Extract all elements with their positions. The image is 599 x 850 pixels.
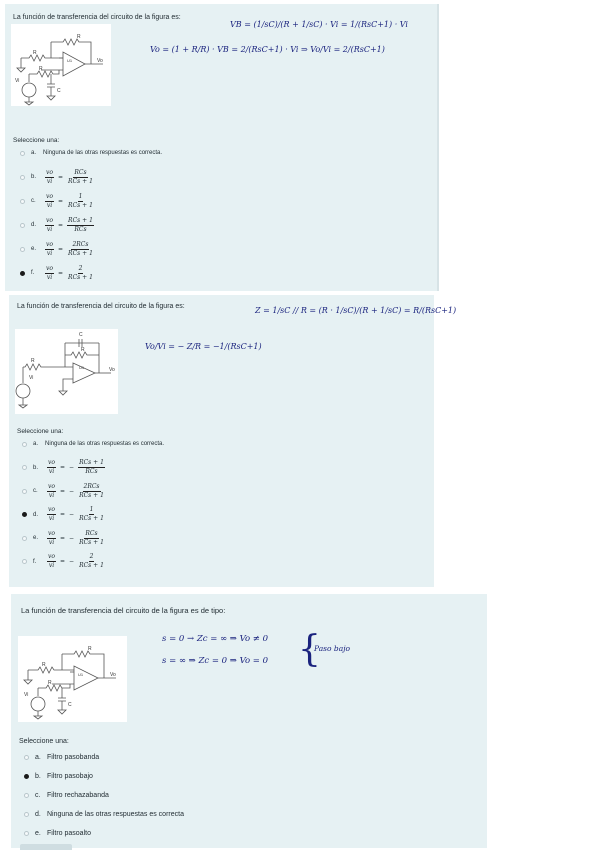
answer-option[interactable] bbox=[22, 482, 107, 500]
option-formula bbox=[45, 530, 107, 547]
handwritten-note-q3-line1: s = 0 → Zc = ∞ ⇒ Vo ≠ 0 bbox=[162, 634, 269, 644]
label-r-feedback-2: R bbox=[81, 347, 85, 353]
handwritten-note-q2-line2: Vo/Vi = − Z/R = −1/(RsC+1) bbox=[145, 342, 262, 351]
option-text: Ninguna de las otras respuestas es correcta. bbox=[43, 150, 163, 156]
card-1-scrollbar[interactable] bbox=[437, 4, 439, 291]
rhs-fraction-num: 1 bbox=[78, 192, 83, 200]
rhs-fraction bbox=[78, 483, 105, 500]
option-letter: a. bbox=[31, 150, 37, 156]
lhs-fraction-den: vi bbox=[46, 177, 53, 185]
radio-button[interactable] bbox=[22, 512, 27, 517]
label-c: C bbox=[57, 88, 61, 94]
option-text: Ninguna de las otras respuestas es correcta. bbox=[45, 441, 165, 447]
equals-sign: = bbox=[58, 269, 64, 277]
handwritten-brace: { bbox=[298, 629, 321, 670]
radio-button[interactable] bbox=[20, 175, 25, 180]
answer-option[interactable] bbox=[20, 264, 96, 282]
question-2-circuit bbox=[15, 329, 118, 414]
lhs-fraction bbox=[47, 483, 56, 500]
question-1-circuit bbox=[11, 24, 111, 106]
label-r-series-3: R bbox=[48, 680, 52, 686]
check-button-stub[interactable] bbox=[20, 844, 72, 850]
answer-option[interactable] bbox=[24, 769, 93, 783]
option-letter: c. bbox=[31, 198, 36, 204]
rhs-fraction-num: RCs + 1 bbox=[68, 216, 93, 224]
handwritten-note-q1-line2: Vo = (1 + R/R) · VB = 2/(RsC+1) · Vi ⇒ Vo/Vi = 2/(RsC+1) bbox=[150, 45, 385, 54]
option-letter: b. bbox=[31, 174, 37, 180]
radio-button[interactable] bbox=[20, 151, 25, 156]
label-vo-3: Vo bbox=[110, 672, 116, 678]
lhs-fraction bbox=[45, 193, 54, 210]
answer-option[interactable] bbox=[24, 826, 91, 840]
rhs-fraction-num: 2RCs bbox=[83, 482, 100, 490]
lhs-fraction-den: vi bbox=[48, 538, 55, 546]
label-vi-2: Vi bbox=[29, 375, 34, 381]
label-r-feedback: R bbox=[77, 34, 81, 40]
radio-button[interactable] bbox=[22, 559, 27, 564]
rhs-fraction bbox=[67, 169, 94, 186]
rhs-fraction-num: 2 bbox=[89, 553, 94, 560]
option-formula bbox=[43, 169, 96, 186]
minus-sign: − bbox=[69, 534, 75, 542]
option-text: Filtro pasoalto bbox=[47, 829, 91, 837]
option-formula bbox=[43, 193, 96, 210]
option-letter: b. bbox=[33, 464, 39, 471]
lhs-fraction-den: vi bbox=[46, 201, 53, 209]
label-vi: Vi bbox=[15, 78, 20, 84]
option-letter: d. bbox=[33, 511, 39, 518]
answer-option[interactable] bbox=[22, 506, 107, 524]
rhs-fraction-den: RCs + 1 bbox=[68, 177, 93, 185]
lhs-fraction-num: vo bbox=[48, 506, 56, 513]
label-c-2: C bbox=[79, 332, 83, 338]
option-letter: d. bbox=[35, 810, 41, 818]
lhs-fraction-num: vo bbox=[48, 553, 56, 560]
radio-button[interactable] bbox=[20, 271, 25, 276]
answer-option[interactable] bbox=[22, 553, 107, 571]
rhs-fraction-num: RCs bbox=[74, 168, 87, 176]
rhs-fraction bbox=[78, 459, 105, 476]
label-u1: U1 bbox=[67, 58, 73, 63]
equals-sign: = bbox=[60, 534, 66, 542]
label-r-series: R bbox=[39, 66, 43, 72]
rhs-fraction-den: RCs + 1 bbox=[79, 538, 104, 546]
lhs-fraction-num: vo bbox=[46, 192, 54, 200]
minus-sign: − bbox=[69, 511, 75, 518]
circuit-diagram-1 bbox=[11, 24, 111, 106]
label-vi-3: Vi bbox=[24, 692, 29, 698]
option-text: Filtro pasobanda bbox=[47, 753, 100, 761]
rhs-fraction-den: RCs + 1 bbox=[68, 273, 93, 281]
label-vo-2: Vo bbox=[109, 367, 115, 373]
rhs-fraction-den: RCs + 1 bbox=[68, 249, 93, 257]
option-letter: c. bbox=[35, 791, 41, 799]
rhs-fraction-den: RCs + 1 bbox=[68, 201, 93, 209]
lhs-fraction-den: vi bbox=[48, 491, 55, 499]
option-formula bbox=[43, 217, 96, 234]
rhs-fraction-den: RCs bbox=[74, 225, 87, 233]
option-text: Ninguna de las otras respuestas es correcta bbox=[47, 810, 184, 818]
option-letter: c. bbox=[33, 488, 38, 494]
radio-button[interactable] bbox=[20, 199, 25, 204]
equals-sign: = bbox=[60, 464, 66, 471]
option-text: Filtro pasobajo bbox=[47, 772, 93, 780]
lhs-fraction-num: vo bbox=[46, 216, 54, 224]
rhs-fraction bbox=[67, 265, 94, 282]
lhs-fraction-num: vo bbox=[48, 459, 56, 466]
radio-button[interactable] bbox=[22, 489, 27, 494]
option-formula bbox=[45, 553, 107, 570]
question-3-select-label: Seleccione una: bbox=[19, 738, 69, 745]
lhs-fraction-num: vo bbox=[48, 529, 56, 537]
handwritten-note-q3-brace: Paso bajo bbox=[314, 644, 351, 653]
option-letter: e. bbox=[35, 829, 41, 837]
lhs-fraction bbox=[45, 169, 54, 186]
rhs-fraction-num: 2RCs bbox=[72, 240, 89, 248]
handwritten-note-q2-line1: Z = 1/sC // R = (R · 1/sC)/(R + 1/sC) = R/(RsC+1) bbox=[255, 306, 457, 315]
rhs-fraction bbox=[67, 241, 94, 258]
rhs-fraction-den: RCs bbox=[85, 468, 98, 475]
lhs-fraction bbox=[47, 553, 56, 570]
option-formula bbox=[43, 265, 96, 282]
option-letter: f. bbox=[31, 270, 35, 276]
radio-button[interactable] bbox=[24, 774, 29, 779]
radio-button[interactable] bbox=[24, 831, 29, 836]
radio-button[interactable] bbox=[24, 755, 29, 760]
question-2-select-label: Seleccione una: bbox=[17, 428, 64, 435]
lhs-fraction-den: vi bbox=[48, 468, 55, 475]
option-text: Filtro rechazabanda bbox=[47, 791, 109, 799]
rhs-fraction-den: RCs + 1 bbox=[79, 515, 104, 522]
question-3-circuit bbox=[18, 636, 127, 722]
rhs-fraction-num: 2 bbox=[78, 264, 83, 272]
radio-button[interactable] bbox=[22, 465, 27, 470]
label-r-input: R bbox=[33, 50, 37, 56]
equals-sign: = bbox=[60, 511, 66, 518]
lhs-fraction-den: vi bbox=[46, 249, 53, 257]
rhs-fraction bbox=[67, 217, 94, 234]
radio-button[interactable] bbox=[22, 536, 27, 541]
lhs-fraction bbox=[47, 506, 56, 523]
answer-option[interactable] bbox=[22, 529, 107, 547]
answer-option[interactable] bbox=[24, 788, 109, 802]
question-1-prompt: La función de transferencia del circuito de la figura es: bbox=[13, 14, 181, 21]
answer-option[interactable] bbox=[22, 435, 164, 453]
option-letter: d. bbox=[31, 222, 37, 228]
answer-option[interactable] bbox=[24, 807, 184, 821]
label-vo: Vo bbox=[97, 58, 103, 64]
lhs-fraction-den: vi bbox=[46, 273, 53, 281]
rhs-fraction bbox=[67, 193, 94, 210]
equals-sign: = bbox=[58, 197, 64, 205]
answer-option[interactable] bbox=[20, 168, 96, 186]
handwritten-note-q3-line2: s = ∞ ⇒ Zc = 0 ⇒ Vo = 0 bbox=[162, 656, 269, 666]
question-2-prompt: La función de transferencia del circuito de la figura es: bbox=[17, 303, 185, 310]
equals-sign: = bbox=[58, 173, 64, 181]
rhs-fraction-num: 1 bbox=[89, 506, 94, 513]
radio-button[interactable] bbox=[24, 793, 29, 798]
lhs-fraction bbox=[45, 217, 54, 234]
option-letter: a. bbox=[33, 441, 39, 447]
rhs-fraction-num: RCs bbox=[85, 529, 98, 537]
question-3-prompt: La función de transferencia del circuito de la figura es de tipo: bbox=[21, 606, 226, 615]
option-letter: e. bbox=[31, 246, 37, 252]
label-r-feedback-3: R bbox=[88, 646, 92, 652]
rhs-fraction bbox=[78, 506, 105, 523]
rhs-fraction bbox=[78, 530, 105, 547]
lhs-fraction-num: vo bbox=[46, 264, 54, 272]
option-formula bbox=[43, 241, 96, 258]
radio-button[interactable] bbox=[24, 812, 29, 817]
handwritten-note-q1-line1: VB = (1/sC)/(R + 1/sC) · Vi = 1/(RsC+1) · Vi bbox=[230, 20, 408, 29]
lhs-fraction bbox=[45, 241, 54, 258]
answer-option[interactable] bbox=[20, 192, 96, 210]
radio-button[interactable] bbox=[20, 247, 25, 252]
circuit-diagram-3 bbox=[18, 636, 127, 722]
label-u1-3: U1 bbox=[78, 672, 84, 677]
option-formula bbox=[45, 506, 107, 523]
option-formula bbox=[45, 459, 107, 476]
lhs-fraction-num: vo bbox=[46, 168, 54, 176]
lhs-fraction-den: vi bbox=[48, 562, 55, 569]
answer-option[interactable] bbox=[20, 216, 96, 234]
lhs-fraction-den: vi bbox=[46, 225, 53, 233]
option-letter: a. bbox=[35, 753, 41, 761]
minus-sign: − bbox=[69, 487, 75, 495]
label-r-input-3: R bbox=[42, 662, 46, 668]
option-formula bbox=[45, 483, 107, 500]
label-r-input-2: R bbox=[31, 358, 35, 364]
lhs-fraction bbox=[45, 265, 54, 282]
lhs-fraction-den: vi bbox=[48, 515, 55, 522]
answer-option[interactable] bbox=[20, 144, 162, 162]
lhs-fraction bbox=[47, 530, 56, 547]
radio-button[interactable] bbox=[20, 223, 25, 228]
answer-option[interactable] bbox=[20, 240, 96, 258]
lhs-fraction-num: vo bbox=[48, 482, 56, 490]
option-letter: e. bbox=[33, 535, 39, 541]
circuit-diagram-2 bbox=[15, 329, 118, 414]
equals-sign: = bbox=[60, 487, 66, 495]
question-1-select-label: Seleccione una: bbox=[13, 137, 60, 144]
rhs-fraction-den: RCs + 1 bbox=[79, 491, 104, 499]
lhs-fraction-num: vo bbox=[46, 240, 54, 248]
rhs-fraction-num: RCs + 1 bbox=[79, 459, 104, 466]
label-c-3: C bbox=[68, 702, 72, 708]
option-letter: f. bbox=[33, 558, 37, 565]
equals-sign: = bbox=[58, 221, 64, 229]
equals-sign: = bbox=[58, 245, 64, 253]
rhs-fraction-den: RCs + 1 bbox=[79, 562, 104, 569]
answer-option[interactable] bbox=[22, 459, 107, 477]
lhs-fraction bbox=[47, 459, 56, 476]
rhs-fraction bbox=[78, 553, 105, 570]
minus-sign: − bbox=[69, 558, 75, 565]
answer-option[interactable] bbox=[24, 750, 99, 764]
equals-sign: = bbox=[60, 558, 66, 565]
minus-sign: − bbox=[69, 464, 75, 471]
option-letter: b. bbox=[35, 772, 41, 780]
label-u1-2: U1 bbox=[79, 365, 85, 370]
radio-button[interactable] bbox=[22, 442, 27, 447]
